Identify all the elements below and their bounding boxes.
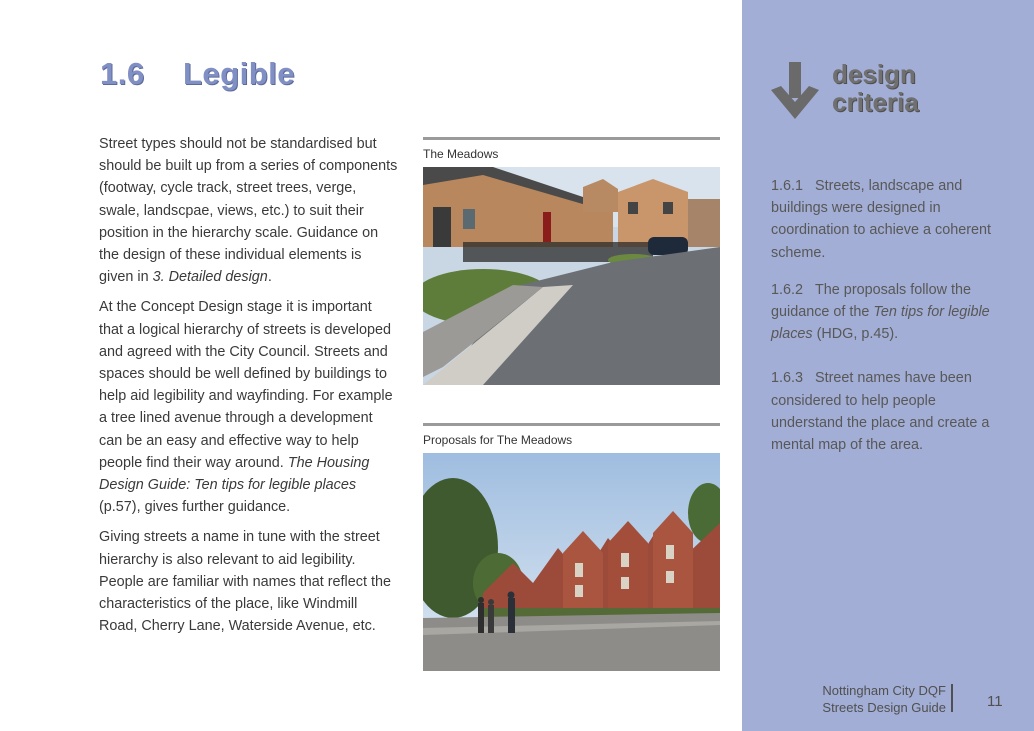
design-criteria-title-line2: criteria [832,87,919,117]
paragraph-2-text: At the Concept Design stage it is important that a logical hierarchy of streets is developed and agreed with the City Council. Streets and spaces should be well defined by buildings to help aid legibility and wayfinding. For example a tree lined avenue through a development can be an easy and effective way to help people find their way around. [99,299,393,471]
footer-divider [951,684,953,712]
design-criteria-title [832,60,919,116]
section-title: Legible [183,56,296,91]
paragraph-2 [99,296,399,518]
page-number: 11 [987,693,1003,710]
meadows-photo [423,167,720,385]
criterion-number: 1.6.3 [771,370,804,387]
paragraph-1-end: . [267,269,272,286]
paragraph-1 [99,133,399,288]
paragraph-3: Giving streets a name in tune with the street hierarchy is also relevant to aid legibility. People are familiar with names that reflect the characteristics of the place, like Windmill Road, Cherry Lane, Waterside Avenue, etc. [99,529,391,635]
criterion-number: 1.6.1 [771,178,804,194]
figure-1-caption: The Meadows [423,147,499,161]
criterion-text: Street names have been considered to help people understand the place and create a mental map of the area. [771,370,990,454]
body-text [99,133,399,645]
figure-2-caption: Proposals for The Meadows [423,433,573,447]
criterion-text: Streets, landscape and buildings were designed in coordination to achieve a coherent scheme. [771,178,992,261]
criterion-number: 1.6.2 [771,281,804,298]
criterion-text-end: (HDG, p.45). [812,326,899,343]
footer [822,682,946,716]
footer-line1: Nottingham City DQF [822,683,946,698]
design-criteria-title-line1: design [832,59,916,89]
down-arrow-icon [771,62,819,127]
criterion-text: The proposals follow the guidance of the [771,281,972,321]
footer-line2: Streets Design Guide [822,700,946,715]
criteria-list [771,175,1011,471]
paragraph-1-text: Street types should not be standardised but should be built up from a series of components (footway, cycle track, street trees, verge, swale, landscpae, views, etc.) to suit their position in the hierarchy scale. Guidance on the design of these individual elements is given in [99,136,398,286]
ten-tips-ref: Ten tips for legible places [771,304,990,343]
page-title [100,56,295,92]
criterion-1-6-1 [771,175,1011,264]
figure-1-rule [423,137,720,140]
criterion-1-6-3 [771,367,1011,456]
proposals-render [423,453,720,671]
section-number: 1.6 [100,56,145,91]
paragraph-2-end: (p.57), gives further guidance. [99,499,291,516]
housing-guide-ref: The Housing Design Guide: Ten tips for legible places [99,454,370,494]
detailed-design-ref: 3. Detailed design [152,269,268,286]
figure-2-rule [423,423,720,426]
criterion-1-6-2 [771,279,1011,346]
